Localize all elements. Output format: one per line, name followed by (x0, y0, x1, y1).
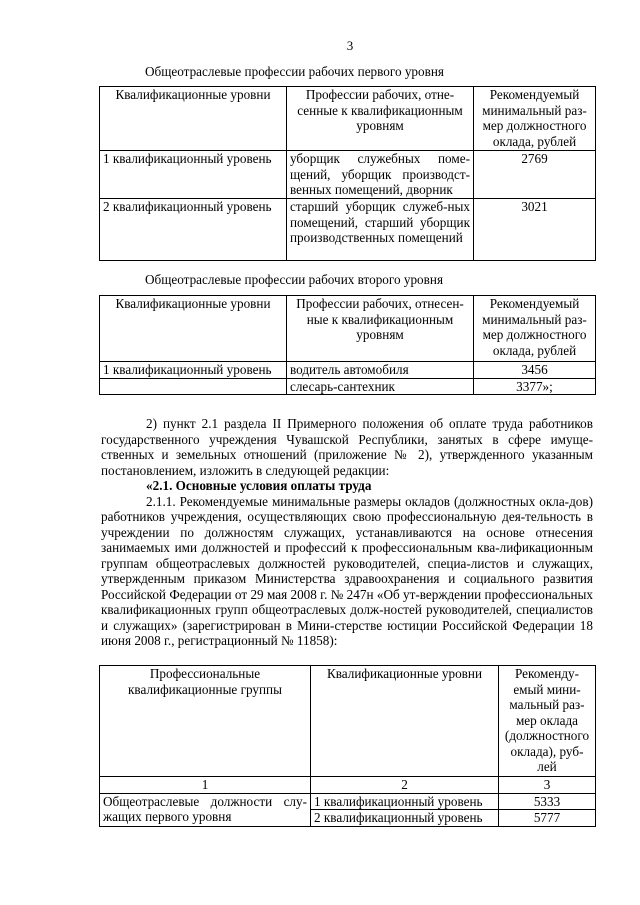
header-levels: Квалификационные уровни (100, 296, 287, 362)
section3-table (99, 665, 596, 827)
row2-profession: слесарь-сантехник (287, 378, 474, 395)
column-number-2: 2 (311, 777, 499, 794)
row1-salary: 3456 (474, 362, 596, 379)
section1-title: Общеотраслевые профессии рабочих первого уровня (145, 64, 444, 79)
header-levels: Квалификационные уровни (311, 666, 499, 777)
paragraph-2-1-1: 2.1.1. Рекомендуемые минимальные размеры окладов (должностных окла-дов) работников учреждения, осуществляющих свою профессиональную дея-тельность в учреждении по должностям служащих, устанавливаются на основе отнесения занимаемых ими должностей и профессий к профессиональным ква-лификационным группам общеотраслевых должностей руководителей, специа-листов и служащих, утвержденным приказом Министерства здравоохранения и социального развития Российской Федерации от 29 мая 2008 г. № 247н «Об ут-верждении профессиональных квалификационных групп общеотраслевых долж-ностей руководителей, специалистов и служащих» (зарегистрирован в Мини-стерстве юстиции Российской Федерации 18 июня 2008 г., регистрационный № 11858): (101, 493, 593, 648)
header-salary: Рекомендуемый минимальный раз-мер должностного оклада, рублей (474, 296, 596, 362)
heading-2-1-text: «2.1. Основные условия оплаты труда (146, 478, 372, 493)
page-number: 3 (346, 38, 354, 53)
header-levels: Квалификационные уровни (100, 87, 287, 151)
header-groups: Профессиональные квалификационные группы (100, 666, 311, 777)
row1-salary: 5333 (499, 793, 596, 810)
row1-level: 1 квалификационный уровень (100, 151, 287, 199)
row2-level: 2 квалификационный уровень (311, 810, 499, 827)
paragraph-1: 2) пункт 2.1 раздела II Примерного положения об оплате труда работников государственного учреждения Чувашской Республики, занятых в сфере имуще-ственных и земельных отношений (приложение № 2), утвержденного указанным постановлением, изложить в следующей редакции: (101, 416, 593, 478)
row2-profession: старший уборщик служеб-ных помещений, старший уборщик производственных помещений (287, 199, 474, 261)
row2-salary: 3377»; (474, 378, 596, 395)
row2-level (100, 378, 287, 395)
row1-level: 1 квалификационный уровень (100, 362, 287, 379)
section2-title: Общеотраслевые профессии рабочих второго уровня (145, 272, 444, 287)
group-name: Общеотраслевые должности слу-жащих первого уровня (100, 793, 311, 826)
header-professions: Профессии рабочих, отнесен-ные к квалификационным уровням (287, 296, 474, 362)
row1-profession: водитель автомобиля (287, 362, 474, 379)
column-number-1: 1 (100, 777, 311, 794)
row2-level: 2 квалификационный уровень (100, 199, 287, 261)
row1-profession: уборщик служебных поме-щений, уборщик производст-венных помещений, дворник (287, 151, 474, 199)
column-number-3: 3 (499, 777, 596, 794)
amendment-text (101, 416, 593, 649)
row1-salary: 2769 (474, 151, 596, 199)
header-professions: Профессии рабочих, отне-сенные к квалификационным уровням (287, 87, 474, 151)
section2-table (99, 295, 596, 395)
section1-table (99, 86, 596, 261)
header-salary: Рекомендуемый минимальный раз-мер должностного оклада, рублей (474, 87, 596, 151)
row2-salary: 3021 (474, 199, 596, 261)
heading-2-1 (101, 478, 593, 494)
row2-salary: 5777 (499, 810, 596, 827)
row1-level: 1 квалификационный уровень (311, 793, 499, 810)
header-salary: Рекоменду-емый мини-мальный раз-мер оклада (должностного оклада), руб-лей (499, 666, 596, 777)
